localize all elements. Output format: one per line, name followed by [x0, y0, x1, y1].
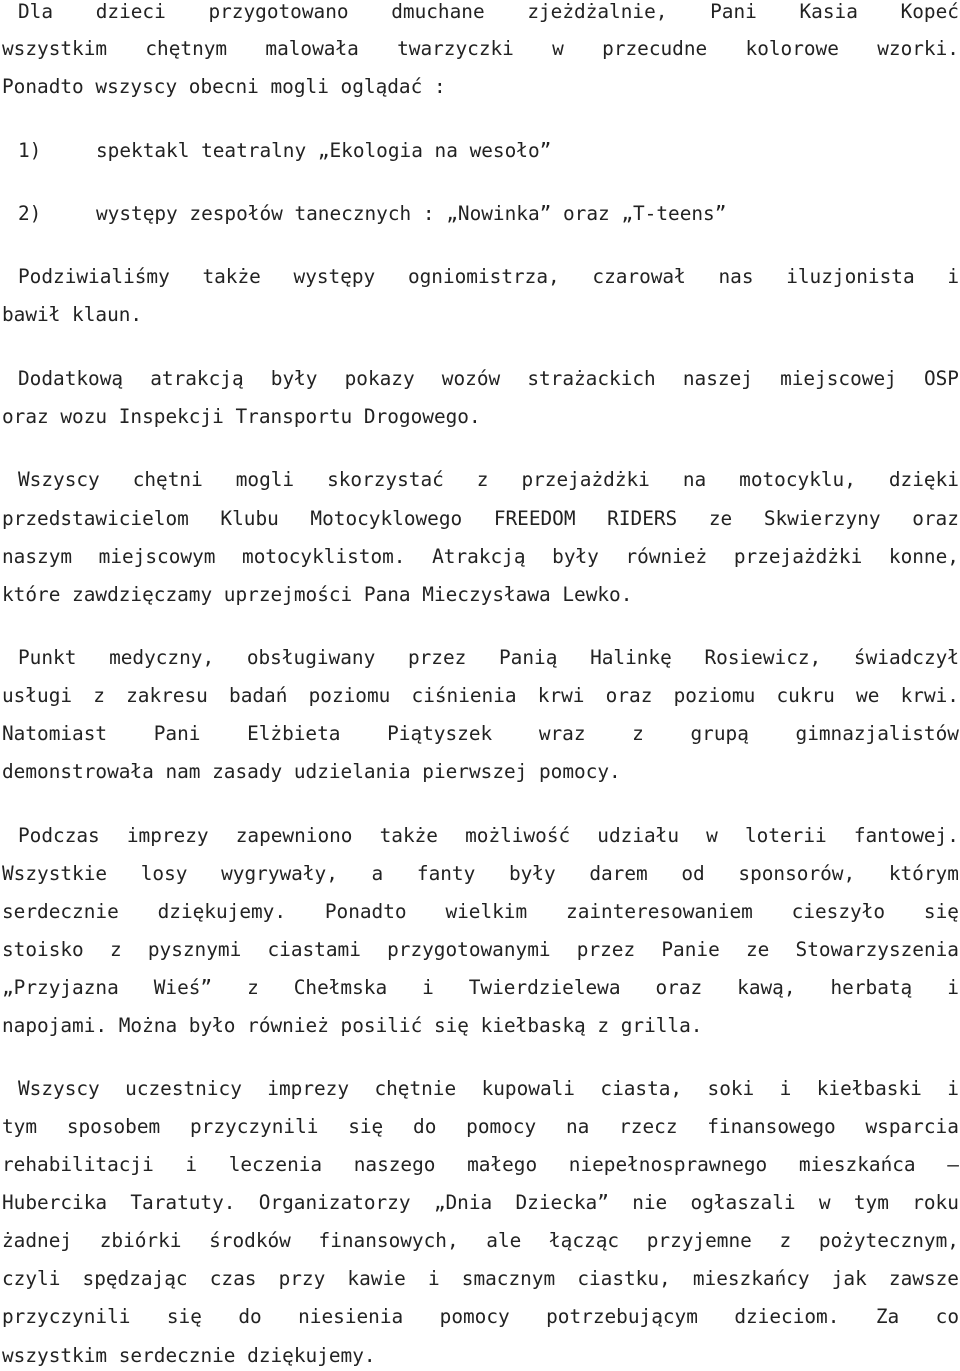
word: serdecznie — [2, 900, 119, 923]
word: Twierdzielewa — [468, 976, 621, 999]
word: na — [682, 468, 707, 491]
word: występy — [293, 265, 376, 288]
word: ale — [486, 1229, 522, 1252]
word: z — [779, 1229, 792, 1252]
word: wzorki. — [877, 37, 959, 60]
text-line — [18, 364, 959, 394]
text-line — [18, 643, 959, 673]
word: z — [247, 976, 259, 999]
word: oraz — [912, 507, 959, 530]
text-line — [2, 1112, 959, 1142]
word: dzieci — [95, 0, 166, 23]
word: konne, — [888, 545, 959, 568]
word: twarzyczki — [397, 37, 514, 60]
word: stoisko — [2, 938, 84, 961]
word: Hubercika — [2, 1191, 108, 1214]
word: Dodatkową — [18, 367, 124, 390]
word: zakresu — [126, 684, 208, 707]
text-line — [2, 897, 959, 927]
text-line — [18, 262, 959, 292]
word: ze — [708, 507, 733, 530]
word: i — [779, 1077, 792, 1100]
text-line: demonstrowała nam zasady udzielania pierwszej pomocy. — [2, 760, 621, 783]
word: Elżbieta — [247, 722, 341, 745]
word: „Przyjazna — [2, 976, 119, 999]
text-line — [2, 935, 959, 965]
word: kiełbaski — [816, 1077, 922, 1100]
word: przedstawicielom — [2, 507, 189, 530]
word: ciastami — [267, 938, 361, 961]
text-line — [2, 719, 959, 749]
word: herbatą — [830, 976, 913, 999]
word: iluzjonista — [786, 265, 915, 288]
word: chętnie — [374, 1077, 457, 1100]
word: od — [681, 862, 705, 885]
word: krwi. — [900, 684, 959, 707]
word: strażackich — [527, 367, 656, 390]
list-item-text: występy zespołów tanecznych : „Nowinka” oraz „T-teens” — [96, 202, 727, 225]
word: Punkt — [18, 646, 77, 669]
word: zainteresowaniem — [566, 900, 753, 923]
word: zbiórki — [99, 1229, 182, 1252]
word: ciśnienia — [411, 684, 517, 707]
word: do — [413, 1115, 437, 1138]
word: gimnazjalistów — [795, 722, 959, 745]
word: miejscowym — [98, 545, 216, 568]
word: cieszyło — [791, 900, 886, 923]
word: obsługiwany — [246, 646, 376, 669]
word: niesienia — [298, 1305, 404, 1328]
word: wozów — [441, 367, 501, 390]
word: i — [185, 1153, 198, 1176]
word: darem — [589, 862, 648, 885]
word: pomocy — [466, 1115, 537, 1138]
word: udziału — [597, 824, 680, 847]
word: finansowego — [707, 1115, 836, 1138]
word: żadnej — [2, 1229, 73, 1252]
word: roku — [912, 1191, 959, 1214]
word: pysznymi — [147, 938, 242, 961]
word: i — [947, 1077, 959, 1100]
word: na — [565, 1115, 590, 1138]
word: Natomiast — [2, 722, 108, 745]
word: RIDERS — [607, 507, 678, 530]
word: były — [508, 862, 556, 885]
word: Dla — [18, 0, 54, 23]
word: oraz — [655, 976, 703, 999]
word: przy — [278, 1267, 326, 1290]
word: z — [476, 468, 489, 491]
word: spędzając — [82, 1267, 188, 1290]
word: we — [856, 684, 880, 707]
word: w — [552, 37, 564, 60]
text-line — [2, 859, 959, 889]
word: jak — [831, 1267, 867, 1290]
text-line — [2, 542, 959, 572]
word: wszystkim — [2, 37, 108, 60]
word: uczestnicy — [125, 1077, 242, 1100]
word: były — [552, 545, 599, 568]
word: w — [706, 824, 718, 847]
text-line — [18, 1074, 959, 1104]
list-item-number: 2) — [18, 202, 42, 225]
word: Rosiewicz, — [704, 646, 822, 669]
word: zawsze — [888, 1267, 959, 1290]
word: przyjemne — [646, 1229, 752, 1252]
word: Chełmska — [293, 976, 388, 999]
word: losy — [140, 862, 188, 885]
list-item-text: spektakl teatralny „Ekologia na wesoło” — [96, 139, 552, 162]
word: ogniomistrza, — [407, 265, 560, 288]
word: przejażdżki — [521, 468, 650, 491]
word: motocyklu, — [739, 468, 856, 491]
word: pożytecznym, — [818, 1229, 959, 1252]
text-line — [2, 1264, 959, 1294]
word: poziomu — [308, 684, 391, 707]
word: kawą, — [737, 976, 796, 999]
text-line — [18, 465, 959, 495]
word: zapewniono — [235, 824, 353, 847]
word: Wszyscy — [18, 468, 100, 491]
word: przez — [576, 938, 636, 961]
word: tym — [2, 1115, 38, 1138]
text-line — [2, 1302, 959, 1332]
word: mieszkańcy — [692, 1267, 810, 1290]
word: z — [109, 938, 122, 961]
word: mieszkańca — [798, 1153, 916, 1176]
word: smacznym — [461, 1267, 556, 1290]
word: świadczył — [853, 646, 959, 669]
word: potrzebującym — [546, 1305, 698, 1328]
word: możliwość — [465, 824, 571, 847]
text-line: które zawdzięczamy uprzejmości Pana Mieczysława Lewko. — [2, 583, 633, 606]
text-line — [18, 0, 959, 27]
word: przecudne — [602, 37, 708, 60]
word: ciasta, — [600, 1077, 683, 1100]
word: finansowych, — [318, 1229, 459, 1252]
word: małego — [467, 1153, 538, 1176]
word: usługi — [2, 684, 73, 707]
word: FREEDOM — [493, 507, 576, 530]
word: łącząc — [549, 1229, 620, 1252]
word: medyczny, — [109, 646, 215, 669]
text-line — [2, 34, 959, 64]
word: co — [935, 1305, 959, 1328]
word: sponsorów, — [738, 862, 856, 885]
word: Halinkę — [590, 646, 672, 669]
word: imprezy — [267, 1077, 350, 1100]
word: – — [947, 1153, 959, 1176]
word: cukru — [776, 684, 835, 707]
word: badań — [229, 684, 288, 707]
word: były — [270, 367, 318, 390]
word: również — [625, 545, 708, 568]
word: zjeżdżalnie, — [527, 0, 668, 23]
word: leczenia — [228, 1153, 323, 1176]
text-line — [2, 504, 959, 534]
word: poziomu — [673, 684, 756, 707]
word: miejscowej — [780, 367, 897, 390]
word: fantowej. — [853, 824, 959, 847]
word: przez — [407, 646, 467, 669]
text-line — [2, 681, 959, 711]
word: rzecz — [619, 1115, 678, 1138]
word: Panie — [661, 938, 720, 961]
text-line: napojami. Można było również posilić się kiełbaską z grilla. — [2, 1014, 703, 1037]
word: ze — [745, 938, 770, 961]
word: atrakcją — [150, 367, 244, 390]
word: wielkim — [445, 900, 528, 923]
word: rehabilitacji — [2, 1153, 154, 1176]
word: Podczas — [18, 824, 100, 847]
word: wraz — [538, 722, 586, 745]
word: pokazy — [344, 367, 415, 390]
word: pomocy — [439, 1305, 510, 1328]
word: Pani — [153, 722, 201, 745]
word: Dziecka” — [515, 1191, 609, 1214]
word: sposobem — [66, 1115, 161, 1138]
word: do — [238, 1305, 262, 1328]
word: soki — [707, 1077, 755, 1100]
word: się — [923, 900, 959, 923]
word: Panią — [499, 646, 558, 669]
word: Wszyscy — [18, 1077, 100, 1100]
word: Wieś” — [153, 976, 213, 999]
word: czyli — [2, 1267, 61, 1290]
word: środków — [209, 1229, 291, 1252]
word: czarował — [592, 265, 686, 288]
text-line: Ponadto wszyscy obecni mogli oglądać : — [2, 75, 446, 98]
word: a — [371, 862, 384, 885]
word: kolorowe — [745, 37, 839, 60]
word: dmuchane — [391, 0, 485, 23]
word: czas — [209, 1267, 257, 1290]
word: Klubu — [220, 507, 279, 530]
word: Pani — [710, 0, 757, 23]
word: przygotowanymi — [387, 938, 551, 961]
word: naszego — [353, 1153, 436, 1176]
word: przyczynili — [2, 1305, 131, 1328]
word: także — [379, 824, 438, 847]
word: przygotowano — [208, 0, 349, 23]
word: kupowali — [481, 1077, 575, 1100]
word: Atrakcją — [432, 545, 526, 568]
word: naszym — [2, 545, 73, 568]
word: i — [947, 265, 959, 288]
word: imprezy — [126, 824, 209, 847]
word: i — [422, 976, 434, 999]
text-line: oraz wozu Inspekcji Transportu Drogowego. — [2, 405, 481, 428]
text-line: wszystkim serdecznie dziękujemy. — [2, 1344, 376, 1367]
word: dzięki — [888, 468, 959, 491]
word: skorzystać — [327, 468, 444, 491]
word: OSP — [923, 367, 959, 390]
word: malowała — [265, 37, 359, 60]
text-line: bawił klaun. — [2, 303, 143, 326]
word: chętnym — [145, 37, 228, 60]
text-line — [18, 821, 959, 851]
word: mogli — [235, 468, 295, 491]
word: fanty — [416, 862, 476, 885]
word: ciastku, — [577, 1267, 671, 1290]
word: Taratuty. — [130, 1191, 236, 1214]
word: motocyklistom. — [242, 545, 406, 568]
word: Motocyklowego — [310, 507, 463, 530]
word: naszej — [682, 367, 753, 390]
text-line — [2, 1226, 959, 1256]
word: wygrywały, — [221, 862, 338, 885]
text-line — [2, 1150, 959, 1180]
word: krwi — [537, 684, 585, 707]
word: się — [166, 1305, 202, 1328]
list-item-number: 1) — [18, 139, 42, 162]
word: grupą — [690, 722, 749, 745]
text-line — [2, 1188, 959, 1218]
word: z — [632, 722, 644, 745]
word: wsparcia — [865, 1115, 959, 1138]
word: tym — [853, 1191, 889, 1214]
word: dziękujemy. — [157, 900, 287, 923]
word: przejażdżki — [733, 545, 863, 568]
word: Stowarzyszenia — [795, 938, 959, 961]
word: Podziwialiśmy — [18, 265, 170, 288]
word: loterii — [744, 824, 827, 847]
word: nas — [718, 265, 754, 288]
word: chętni — [132, 468, 203, 491]
word: „Dnia — [433, 1191, 493, 1214]
word: nie — [632, 1191, 668, 1214]
word: dzieciom. — [734, 1305, 840, 1328]
word: w — [818, 1191, 831, 1214]
word: i — [427, 1267, 440, 1290]
word: którym — [888, 862, 959, 885]
word: Ponadto — [324, 900, 407, 923]
word: się — [348, 1115, 384, 1138]
word: kawie — [347, 1267, 406, 1290]
word: niepełnosprawnego — [568, 1153, 768, 1176]
word: Piątyszek — [387, 722, 493, 745]
text-line — [2, 973, 959, 1003]
word: ogłaszali — [690, 1191, 796, 1214]
word: Organizatorzy — [258, 1191, 411, 1214]
word: Za — [875, 1305, 900, 1328]
word: z — [93, 684, 105, 707]
word: przyczynili — [190, 1115, 319, 1138]
word: także — [202, 265, 261, 288]
word: Kopeć — [900, 0, 959, 23]
word: oraz — [605, 684, 653, 707]
word: Skwierzyny — [763, 507, 881, 530]
word: i — [947, 976, 959, 999]
word: Wszystkie — [2, 862, 108, 885]
word: Kasia — [799, 0, 858, 23]
